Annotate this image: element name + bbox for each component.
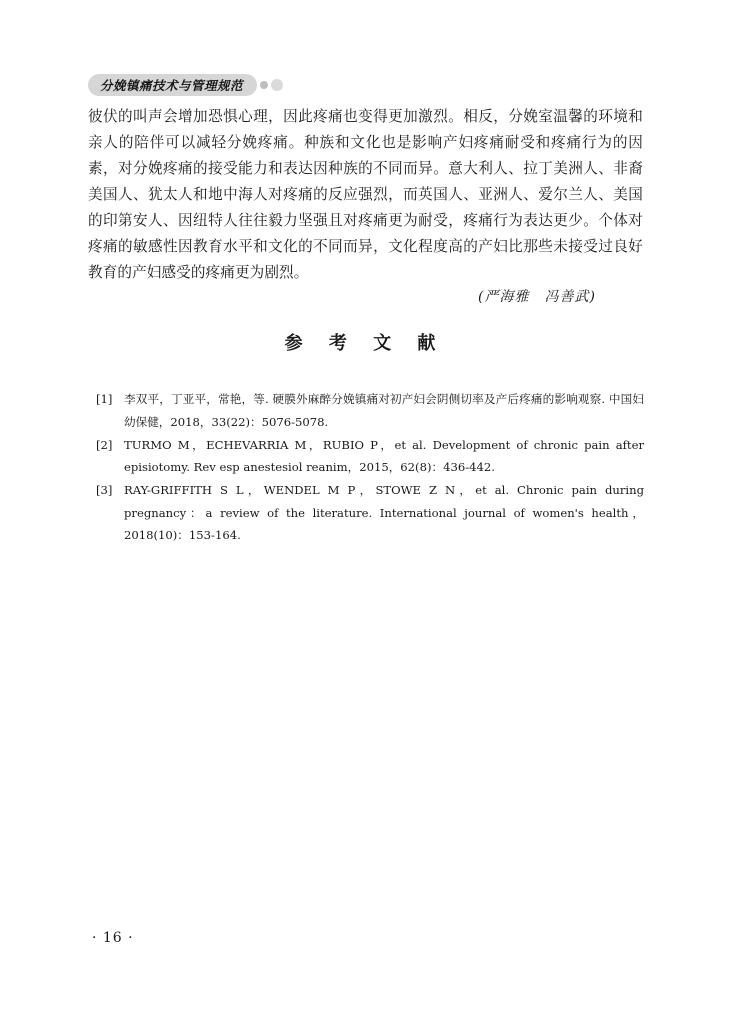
references-heading: 参 考 文 献 (284, 333, 446, 354)
reference-number: [2] (96, 437, 113, 452)
page-number: · 16 · (92, 930, 134, 946)
body-text (88, 104, 643, 286)
decorative-dot-icon (260, 81, 268, 89)
reference-number: [1] (96, 392, 113, 406)
reference-item (96, 388, 644, 433)
reference-number: [3] (96, 483, 113, 497)
running-title: 分娩镇痛技术与管理规范 (88, 74, 257, 96)
reference-text: RAY-GRIFFITH S L，WENDEL M P，STOWE Z N，et al. Chronic pain during pregnancy：a review of the literature. International journal of women's health，2018(10)：153-164. (124, 483, 644, 542)
decorative-dot-icon (271, 79, 283, 91)
running-header (88, 74, 283, 96)
reference-text: 李双平，丁亚平，常艳，等. 硬膜外麻醉分娩镇痛对初产妇会阴侧切率及产后疼痛的影响观察. 中国妇幼保健，2018，33(22)：5076-5078. (124, 392, 644, 429)
section-authors: (严海雅 冯善武) (478, 289, 596, 305)
reference-item (96, 479, 644, 547)
reference-item (96, 434, 644, 479)
body-paragraph: 彼伏的叫声会增加恐惧心理，因此疼痛也变得更加激烈。相反，分娩室温馨的环境和亲人的陪伴可以减轻分娩疼痛。种族和文化也是影响产妇疼痛耐受和疼痛行为的因素，对分娩疼痛的接受能力和表达因种族的不同而异。意大利人、拉丁美洲人、非裔美国人、犹太人和地中海人对疼痛的反应强烈，而英国人、亚洲人、爱尔兰人、美国的印第安人、因纽特人往往毅力坚强且对疼痛更为耐受，疼痛行为表达更少。个体对疼痛的敏感性因教育水平和文化的不同而异，文化程度高的产妇比那些未接受过良好教育的产妇感受的疼痛更为剧烈。 (88, 108, 643, 281)
reference-text: TURMO M，ECHEVARRIA M，RUBIO P，et al. Development of chronic pain after episiotomy. Rev esp anestesiol reanim，2015，62(8)：436-442. (124, 437, 644, 474)
references-list (96, 388, 644, 547)
